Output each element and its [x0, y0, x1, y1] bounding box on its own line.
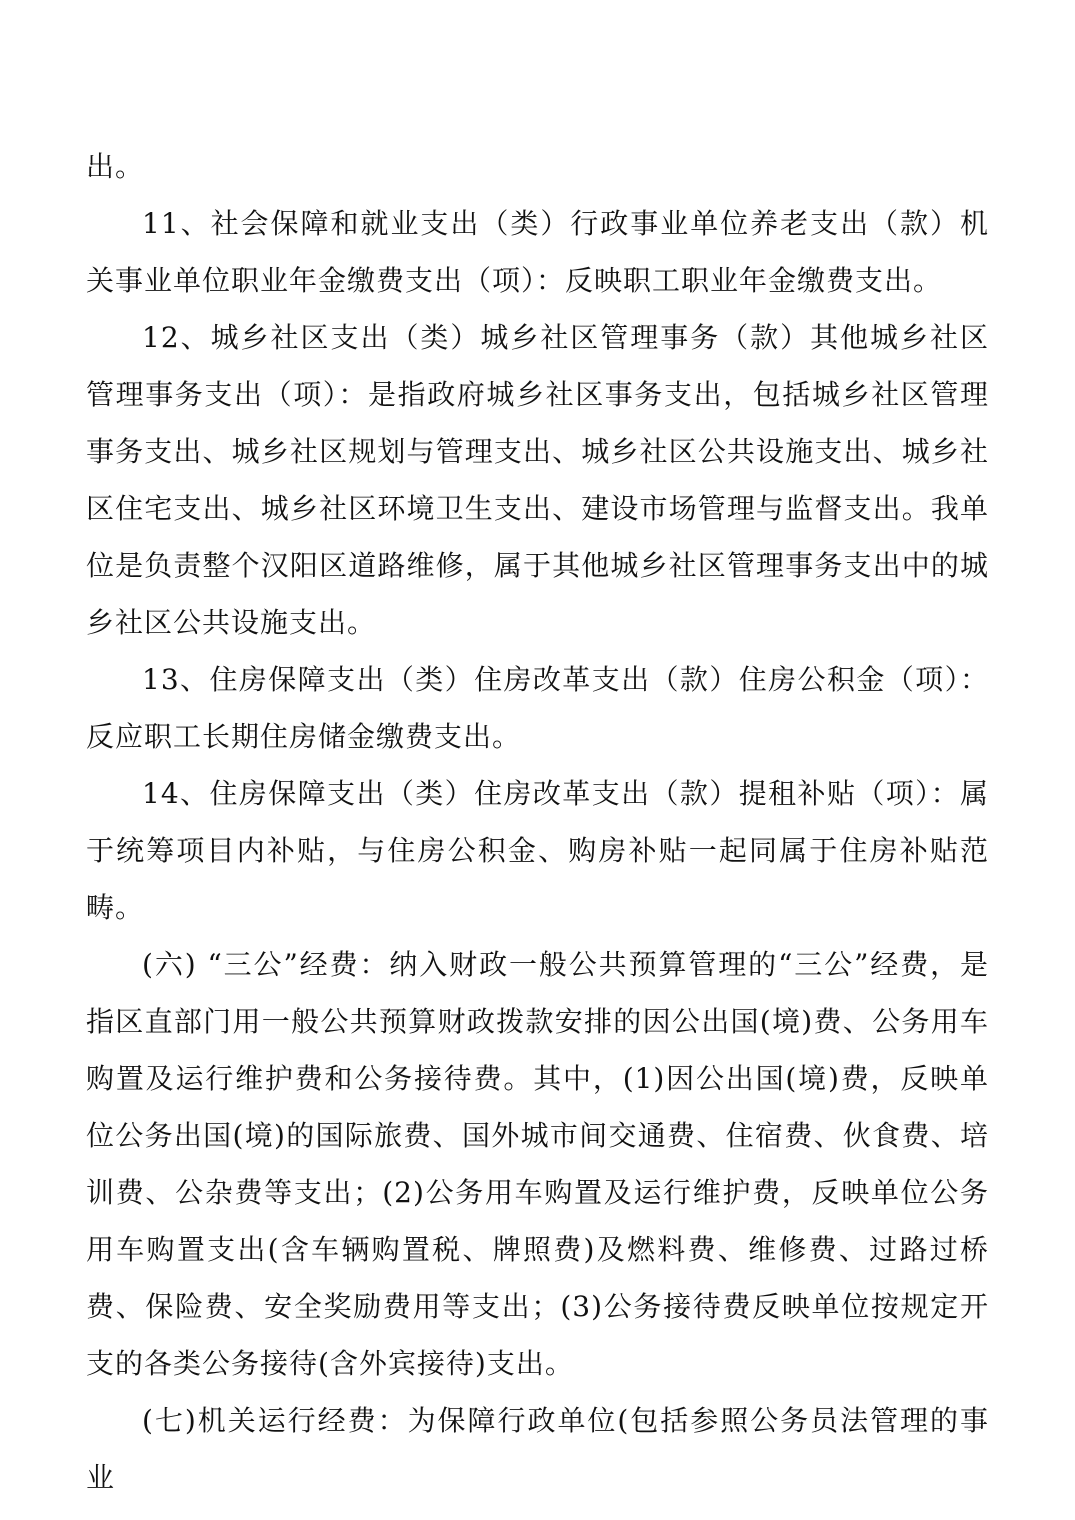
- paragraph-item-13: 13、住房保障支出（类）住房改革支出（款）住房公积金（项）：反应职工长期住房储金缴费支出。: [86, 663, 989, 753]
- paragraph-continuation: 出。: [86, 150, 145, 183]
- paragraph-section-7: (七)机关运行经费：为保障行政单位(包括参照公务员法管理的事业: [86, 1404, 989, 1494]
- paragraph-item-11: 11、社会保障和就业支出（类）行政事业单位养老支出（款）机关事业单位职业年金缴费支出（项）：反映职工职业年金缴费支出。: [86, 207, 989, 297]
- paragraph-section-6: (六) “三公”经费：纳入财政一般公共预算管理的“三公”经费，是指区直部门用一般公共预算财政拨款安排的因公出国(境)费、公务用车购置及运行维护费和公务接待费。其中，(1)因公出国(境)费，反映单位公务出国(境)的国际旅费、国外城市间交通费、住宿费、伙食费、培训费、公杂费等支出；(2)公务用车购置及运行维护费，反映单位公务用车购置支出(含车辆购置税、牌照费)及燃料费、维修费、过路过桥费、保险费、安全奖励费用等支出；(3)公务接待费反映单位按规定开支的各类公务接待(含外宾接待)支出。: [86, 948, 989, 1380]
- document-body: [86, 138, 989, 1506]
- paragraph-item-14: 14、住房保障支出（类）住房改革支出（款）提租补贴（项）：属于统筹项目内补贴，与住房公积金、购房补贴一起同属于住房补贴范畴。: [86, 777, 989, 924]
- paragraph-item-12: 12、城乡社区支出（类）城乡社区管理事务（款）其他城乡社区管理事务支出（项）：是指政府城乡社区事务支出，包括城乡社区管理事务支出、城乡社区规划与管理支出、城乡社区公共设施支出、城乡社区住宅支出、城乡社区环境卫生支出、建设市场管理与监督支出。我单位是负责整个汉阳区道路维修，属于其他城乡社区管理事务支出中的城乡社区公共设施支出。: [86, 321, 989, 639]
